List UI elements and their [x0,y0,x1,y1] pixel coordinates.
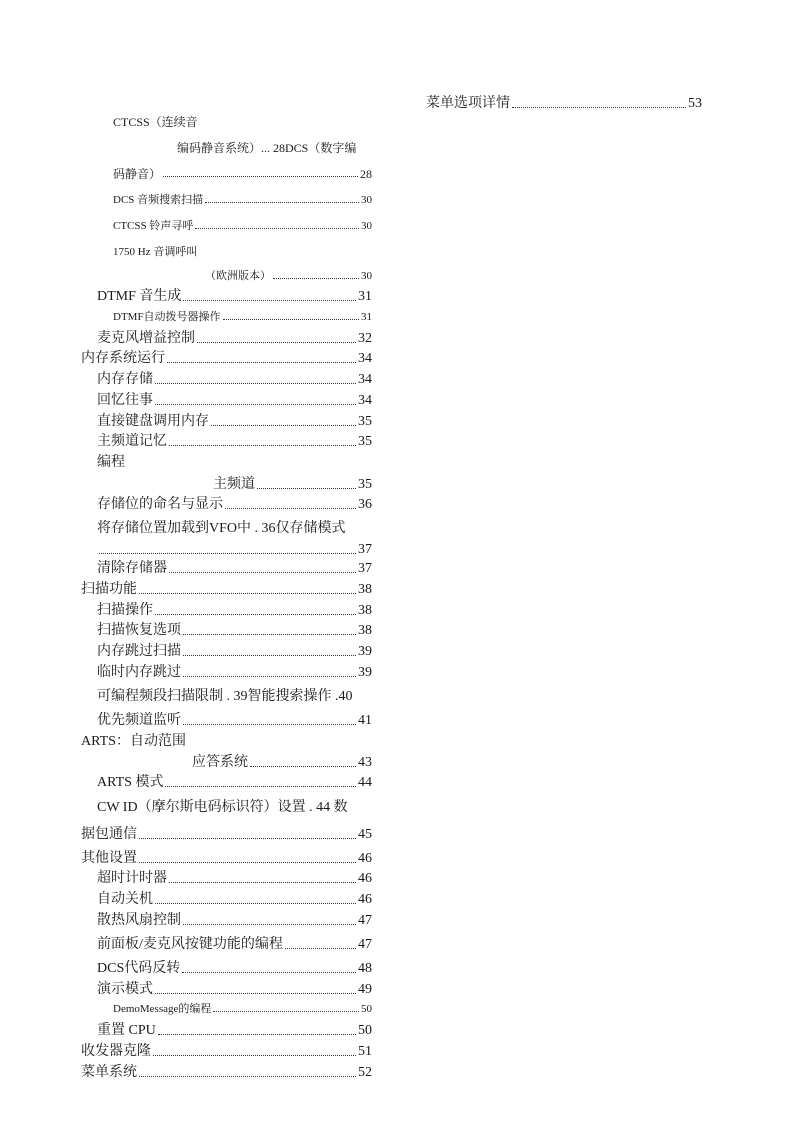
toc-label: 前面板/麦克风按键功能的编程 [97,937,283,952]
dot-leader [285,947,356,949]
toc-entry-band-limit [97,690,372,704]
dot-leader [153,1054,356,1056]
toc-label: DCS代码反转 [97,961,181,976]
toc-label: DCS 音频搜索扫描 [113,194,204,206]
toc-label: 应答系统 [192,755,248,770]
dot-leader [139,1075,356,1077]
toc-entry-menu-details [426,97,702,111]
toc-label: 扫描恢复选项 [97,623,181,638]
toc-entry-priority [97,714,372,728]
toc-text-arts-head: ARTS：自动范围 [81,734,186,749]
toc-label: 扫描功能 [81,582,137,597]
dot-leader [169,444,356,446]
toc-page-number: 43 [358,755,372,770]
toc-label: 主频道记忆 [97,434,167,449]
toc-page-number: 47 [358,913,372,928]
toc-label: 临时内存跳过 [97,665,181,680]
dot-leader [155,613,356,615]
toc-entry-1750-eu [205,271,372,282]
toc-page-number: 44 [358,775,372,790]
toc-entry-recall [97,394,372,408]
toc-page-number: 30 [361,220,372,232]
toc-entry-skip-scan [97,645,372,659]
dot-leader [183,633,356,635]
toc-page-number: 51 [358,1044,372,1059]
dot-leader [183,654,356,656]
toc-page-number: 50 [361,1003,372,1015]
dot-leader [182,971,356,973]
toc-entry-home-memory [97,435,372,449]
toc-entry-other [81,852,372,866]
toc-label: 可编程频段扫描限制 . 39智能搜索操作 . [97,689,339,704]
toc-page-number: 37 [358,542,372,557]
toc-label: ARTS 模式 [97,775,164,790]
dot-leader [169,571,356,573]
toc-page-number: 36 [358,497,372,512]
dot-leader [155,403,356,405]
toc-entry-direct-keypad [97,415,372,429]
toc-entry-ctcss-bell [113,221,372,232]
toc-label: DTMF 音生成 [97,289,182,304]
toc-entry-scan-resume [97,624,372,638]
dot-leader [250,765,356,767]
dot-leader [257,487,356,489]
toc-page-number: 34 [358,372,372,387]
toc-label: 回忆往事 [97,393,153,408]
toc-label: 据包通信 [81,827,137,842]
toc-entry-home-channel [213,478,372,492]
toc-label: 码静音） [113,167,162,181]
toc-page-number: 40 [338,689,353,704]
toc-page-number: 31 [361,311,372,323]
toc-entry-mic-gain [97,332,372,346]
toc-entry-scan-op [97,604,372,618]
toc-entry-naming [97,498,372,512]
toc-page-number: 34 [358,351,372,366]
toc-page-number: 50 [358,1023,372,1038]
toc-entry-packet [81,828,372,842]
dot-leader [169,881,356,883]
toc-entry-fan [97,914,372,928]
dot-leader [139,861,356,863]
toc-entry-arts-resp [192,756,372,770]
toc-page-number: 41 [358,713,372,728]
dot-leader [158,1033,356,1035]
toc-entry-demo-mode [97,983,372,997]
toc-label: 优先频道监听 [97,713,181,728]
dot-leader [183,675,356,677]
toc-page-number: 32 [358,331,372,346]
toc-page-number: 30 [361,194,372,206]
toc-page-number: 35 [358,414,372,429]
toc-page-number: 28 [360,167,372,181]
dot-leader [225,507,356,509]
toc-entry-timeout [97,872,372,886]
dot-leader [139,837,356,839]
dot-leader [139,592,356,594]
toc-page-number: 49 [358,982,372,997]
toc-label: 内存跳过扫描 [97,644,181,659]
dot-leader [155,902,356,904]
toc-entry-auto-off [97,893,372,907]
toc-page-number: 46 [358,851,372,866]
toc-page-number: 46 [358,892,372,907]
toc-page-number: 45 [358,827,372,842]
toc-entry-memory-only [97,543,372,557]
toc-label: 主频道 [213,477,255,492]
toc-entry-dcs-search [113,195,372,206]
toc-label: 清除存储器 [97,561,167,576]
toc-label: 存储位的命名与显示 [97,497,223,512]
toc-label: 直接键盘调用内存 [97,414,209,429]
toc-label: DTMF自动拨号器操作 [113,311,221,323]
dot-leader [183,723,356,725]
dot-leader [163,175,358,177]
toc-label: 菜单选项详情 [426,96,510,111]
toc-label: DemoMessage的编程 [113,1003,212,1015]
toc-page-number: 52 [358,1065,372,1080]
dot-leader [155,382,356,384]
toc-label: 内存存储 [97,372,153,387]
toc-entry-dtmf-autodial [113,312,372,323]
toc-entry-dcs-invert [97,962,372,976]
toc-page-number: 39 [358,644,372,659]
toc-entry-dtmf-gen [97,290,372,304]
toc-text-ctcss-head: CTCSS（连续音 [113,115,198,129]
toc-page-number: 39 [358,665,372,680]
toc-entry-reset-cpu [97,1024,372,1038]
dot-leader [99,552,356,554]
toc-page-number: 53 [688,96,702,111]
toc-text-1750-head: 1750 Hz 音调呼叫 [113,246,198,258]
dot-leader [205,201,359,203]
toc-entry-scan [81,583,372,597]
dot-leader [183,299,356,301]
toc-text-load-vfo: 将存储位置加载到VFO中 . 36仅存储模式 [97,521,346,536]
toc-label: 自动关机 [97,892,153,907]
toc-entry-dcs-squelch [113,168,372,180]
dot-leader [211,424,356,426]
toc-page-number: 35 [358,434,372,449]
dot-leader [223,318,359,320]
toc-entry-panel-keys [97,938,372,952]
toc-entry-arts-mode [97,776,372,790]
dot-leader [195,227,359,229]
toc-entry-clone [81,1045,372,1059]
toc-label: （欧洲版本） [205,270,271,282]
dot-leader [155,992,356,994]
toc-text-ctcss-cont: 编码静音系统）... 28DCS（数字编 [177,141,357,155]
toc-label: 麦克风增益控制 [97,331,195,346]
toc-label: 超时计时器 [97,871,167,886]
toc-entry-temp-skip [97,666,372,680]
dot-leader [197,341,356,343]
dot-leader [165,785,356,787]
dot-leader [512,106,686,108]
toc-label: 演示模式 [97,982,153,997]
toc-label: 收发器克隆 [81,1044,151,1059]
toc-page-number: 46 [358,871,372,886]
dot-leader [167,361,356,363]
toc-page-number: 30 [361,270,372,282]
toc-page-number: 38 [358,623,372,638]
toc-entry-menu-system [81,1066,372,1080]
dot-leader [183,923,356,925]
toc-page-number: 38 [358,603,372,618]
toc-label: 重置 CPU [97,1023,156,1038]
toc-page-number: 38 [358,582,372,597]
toc-entry-demo-msg [113,1004,372,1015]
toc-entry-memory-store [97,373,372,387]
toc-page-number: 35 [358,477,372,492]
toc-page-number: 48 [358,961,372,976]
toc-entry-clear-memory [97,562,372,576]
toc-text-programming: 编程 [97,455,125,470]
toc-label: 扫描操作 [97,603,153,618]
dot-leader [213,1010,359,1012]
toc-page-number: 34 [358,393,372,408]
toc-page-number: 37 [358,561,372,576]
toc-label: 散热风扇控制 [97,913,181,928]
toc-label: 内存系统运行 [81,351,165,366]
toc-label: CTCSS 铃声寻呼 [113,220,194,232]
toc-text-cw-id: CW ID（摩尔斯电码标识符）设置 . 44 数 [97,800,348,815]
toc-label: 其他设置 [81,851,137,866]
toc-page-number: 31 [358,289,372,304]
dot-leader [273,277,359,279]
toc-label: 菜单系统 [81,1065,137,1080]
toc-page-number: 47 [358,937,372,952]
toc-entry-memory-op [81,352,372,366]
